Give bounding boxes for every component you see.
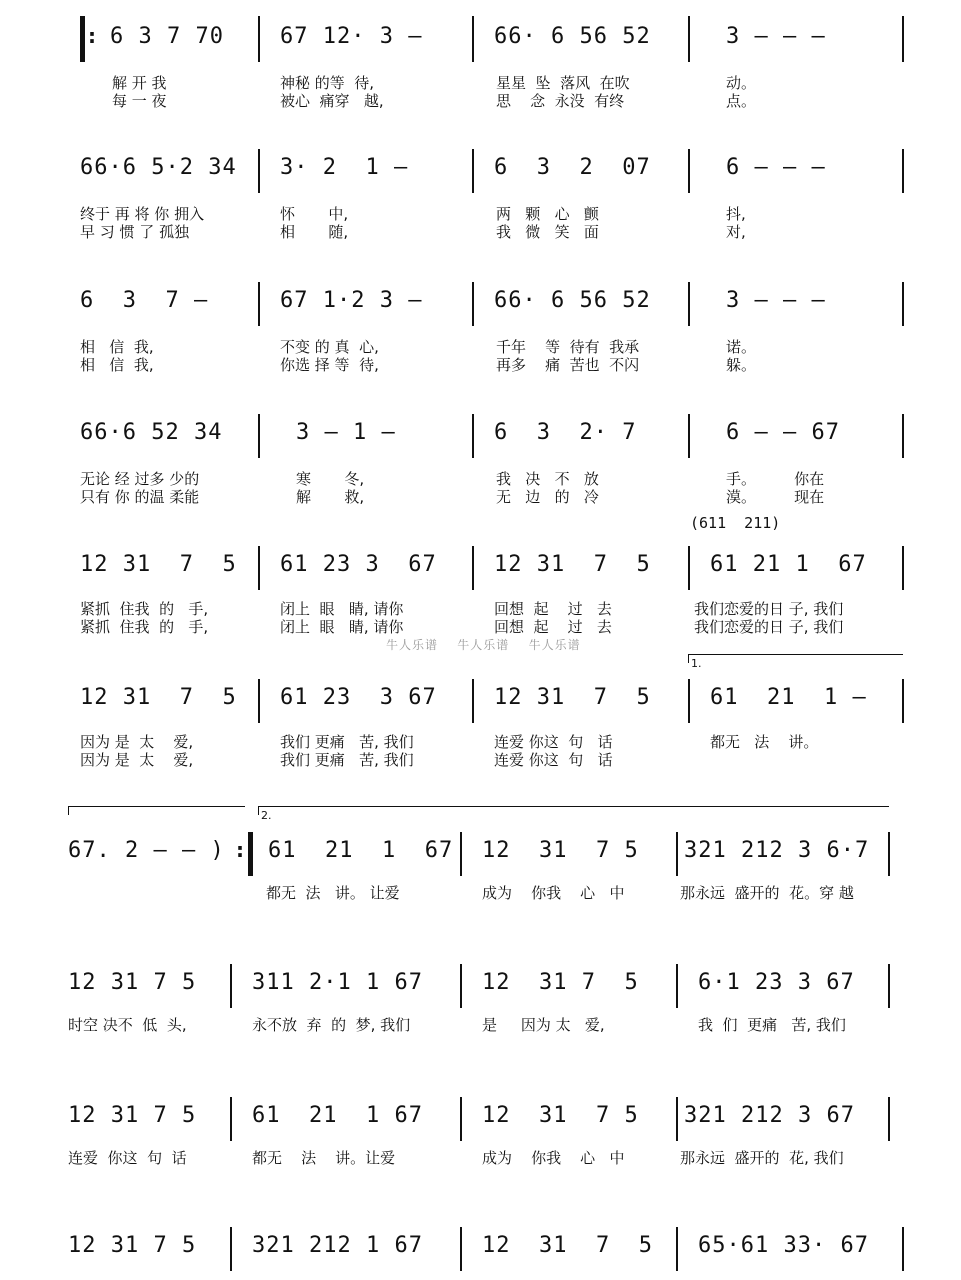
lyric-line-1 xyxy=(280,338,379,356)
lyric: 我们 更痛 苦, 我们 xyxy=(280,751,414,769)
lyric-line-1 xyxy=(482,1149,624,1167)
lyric: 时空 决不 低 头, xyxy=(68,1016,187,1034)
measure-2: 321 212 1 67 xyxy=(252,1233,423,1258)
barline xyxy=(230,1227,232,1271)
measure-4: 6 – – 67 xyxy=(726,420,840,445)
lyric: 那永远 盛开的 花, 我们 xyxy=(680,1149,844,1167)
lyric: 神秘 的等 待, xyxy=(280,74,375,92)
lyric: 都无 法 讲。 让爱 xyxy=(266,884,400,902)
lyric-line-2 xyxy=(80,223,189,241)
lyric: 我们恋爱的日 子, 我们 xyxy=(694,618,844,636)
lyric: 因为 是 太 爱, xyxy=(80,733,194,751)
lyric: 星星 坠 落风 在吹 xyxy=(496,74,630,92)
barline xyxy=(902,16,904,62)
lyric-line-2 xyxy=(496,223,599,241)
barline xyxy=(688,282,690,326)
measure-1: 6 3 7 70 xyxy=(110,24,224,49)
measure-1: 6 3 7 – xyxy=(80,288,209,313)
barline xyxy=(258,149,260,193)
lyric-line-1 xyxy=(296,470,364,488)
lyric: 解 开 我 xyxy=(112,74,167,92)
lyric: 连爱 你这 句 话 xyxy=(68,1149,187,1167)
barline xyxy=(902,546,904,590)
system-2 xyxy=(0,145,961,265)
volta-second-number: 2. xyxy=(261,809,272,822)
measure-4: 3 – – – xyxy=(726,24,826,49)
lyric: 寒 冬, xyxy=(296,470,365,488)
lyric-line-1 xyxy=(694,600,843,618)
lyric-line-1 xyxy=(80,205,204,223)
lyric-line-2 xyxy=(80,356,154,374)
lyric-line-2 xyxy=(80,751,193,769)
lyric-line-2 xyxy=(280,356,379,374)
measure-2: 61 23 3 67 xyxy=(280,685,437,710)
lyric: 漠。 现在 xyxy=(726,488,825,506)
lyric-line-1 xyxy=(80,733,193,751)
system-7 xyxy=(0,828,961,948)
lyric: 无 边 的 冷 xyxy=(496,488,599,506)
intro-notes: (611 211) xyxy=(690,514,781,532)
lyric: 只有 你 的温 柔能 xyxy=(80,488,200,506)
lyric: 躲。 xyxy=(726,356,757,374)
lyric-line-2 xyxy=(496,356,639,374)
lyric-line-1 xyxy=(280,74,374,92)
lyric: 每 一 夜 xyxy=(112,92,167,110)
repeat-start-bar xyxy=(80,16,85,62)
barline xyxy=(902,679,904,723)
lyric: 点。 xyxy=(726,92,757,110)
lyric-line-1 xyxy=(280,600,403,618)
lyric: 无论 经 过多 少的 xyxy=(80,470,200,488)
lyric: 我们恋爱的日 子, 我们 xyxy=(694,600,844,618)
measure-1: 12 31 7 5 xyxy=(80,552,237,577)
barline xyxy=(472,16,474,62)
barline xyxy=(888,1097,890,1141)
lyric-line-2 xyxy=(80,618,208,636)
barline xyxy=(472,546,474,590)
lyric-line-2 xyxy=(280,751,414,769)
lyric: 我 们 更痛 苦, 我们 xyxy=(698,1016,846,1034)
lyric: 相 信 我, xyxy=(80,338,154,356)
lyric-line-1 xyxy=(726,74,756,92)
barline xyxy=(472,679,474,723)
lyric: 是 因为 太 爱, xyxy=(482,1016,605,1034)
lyric-line-2 xyxy=(80,488,199,506)
measure-4: 61 21 1 67 xyxy=(710,552,867,577)
barline xyxy=(460,1227,462,1271)
lyric-line-2 xyxy=(296,488,364,506)
lyric-line-2 xyxy=(694,618,843,636)
barline xyxy=(676,1227,678,1271)
lyric: 手。 你在 xyxy=(726,470,825,488)
lyric: 那永远 盛开的 花。穿 越 xyxy=(680,884,854,902)
lyric-line-1 xyxy=(252,1149,395,1167)
measure-3: 66· 6 56 52 xyxy=(494,288,651,313)
lyric-line-1 xyxy=(680,884,854,902)
lyric: 相 信 我, xyxy=(80,356,154,374)
system-3 xyxy=(0,278,961,398)
barline xyxy=(902,414,904,458)
measure-3: 6 3 2· 7 xyxy=(494,420,637,445)
lyric: 永不放 弃 的 梦, 我们 xyxy=(252,1016,411,1034)
measure-2: 3 – 1 – xyxy=(296,420,396,445)
lyric-line-2 xyxy=(494,751,613,769)
barline xyxy=(472,149,474,193)
lyric-line-1 xyxy=(710,733,818,751)
lyric: 你选 择 等 待, xyxy=(280,356,379,374)
lyric: 我 微 笑 面 xyxy=(496,223,599,241)
lyric-line-1 xyxy=(726,470,824,488)
lyric: 连爱 你这 句 话 xyxy=(494,733,613,751)
lyric: 思 念 永没 有终 xyxy=(496,92,625,110)
lyric: 诺。 xyxy=(726,338,757,356)
watermark xyxy=(386,636,581,653)
lyric-line-1 xyxy=(494,600,612,618)
measure-2: 61 21 1 67 xyxy=(252,1103,423,1128)
lyric: 回想 起 过 去 xyxy=(494,600,612,618)
lyric-line-2 xyxy=(280,92,384,110)
measure-1: 12 31 7 5 xyxy=(68,1233,197,1258)
barline xyxy=(688,679,690,723)
lyric-line-2 xyxy=(726,488,824,506)
lyric-line-1 xyxy=(252,1016,410,1034)
lyric: 相 随, xyxy=(280,223,349,241)
barline xyxy=(460,964,462,1008)
measure-3: 6 3 2 07 xyxy=(494,155,651,180)
system-9 xyxy=(0,1093,961,1213)
lyric: 终于 再 将 你 拥入 xyxy=(80,205,205,223)
lyric-line-1 xyxy=(496,205,599,223)
measure-4: 321 212 3 67 xyxy=(684,1103,855,1128)
lyric-line-2 xyxy=(496,92,624,110)
measure-3: 12 31 7 5 xyxy=(494,685,651,710)
measure-2: 61 21 1 67 xyxy=(268,838,454,863)
measure-3: 12 31 7 5 xyxy=(482,1103,639,1128)
lyric: 对, xyxy=(726,223,746,241)
barline xyxy=(472,414,474,458)
measure-1: 12 31 7 5 xyxy=(68,1103,197,1128)
lyric: 回想 起 过 去 xyxy=(494,618,612,636)
barline xyxy=(676,1097,678,1141)
lyric-line-1 xyxy=(68,1016,187,1034)
lyric: 紧抓 住我 的 手, xyxy=(80,618,209,636)
system-6 xyxy=(0,675,961,795)
measure-3: 12 31 7 5 xyxy=(494,552,651,577)
measure-4: 61 21 1 – xyxy=(710,685,867,710)
lyric-line-1 xyxy=(80,600,208,618)
barline xyxy=(258,16,260,62)
lyric-line-1 xyxy=(68,1149,187,1167)
system-8 xyxy=(0,960,961,1080)
measure-2: 3· 2 1 – xyxy=(280,155,409,180)
lyric: 我们 更痛 苦, 我们 xyxy=(280,733,414,751)
repeat-end-bar xyxy=(248,832,253,876)
lyric: 连爱 你这 句 话 xyxy=(494,751,613,769)
measure-1: 66·6 52 34 xyxy=(80,420,223,445)
barline xyxy=(258,414,260,458)
barline xyxy=(230,964,232,1008)
barline xyxy=(258,282,260,326)
lyric-line-1 xyxy=(726,338,756,356)
lyric-line-2 xyxy=(112,92,167,110)
barline xyxy=(888,964,890,1008)
lyric: 闭上 眼 睛, 请你 xyxy=(280,618,404,636)
lyric: 都无 法 讲。 xyxy=(710,733,819,751)
lyric: 解 救, xyxy=(296,488,365,506)
lyric-line-1 xyxy=(80,470,199,488)
lyric-line-2 xyxy=(494,618,612,636)
measure-3: 12 31 7 5 xyxy=(482,970,639,995)
lyric-line-1 xyxy=(494,733,613,751)
lyric: 成为 你我 心 中 xyxy=(482,1149,625,1167)
lyric-line-1 xyxy=(112,74,167,92)
measure-2: 67 12· 3 – xyxy=(280,24,423,49)
barline xyxy=(460,1097,462,1141)
system-10 xyxy=(0,1225,961,1280)
lyric: 抖, xyxy=(726,205,746,223)
barline xyxy=(688,546,690,590)
watermark-text: 牛人乐谱 xyxy=(457,638,510,652)
barline xyxy=(688,16,690,62)
measure-1: 12 31 7 5 xyxy=(68,970,197,995)
system-4 xyxy=(0,410,961,530)
lyric-line-1 xyxy=(726,205,746,223)
measure-1: 67. 2 – – ) xyxy=(68,838,225,863)
lyric-line-2 xyxy=(280,618,403,636)
measure-1: 12 31 7 5 xyxy=(80,685,237,710)
lyric: 早 习 惯 了 孤独 xyxy=(80,223,190,241)
lyric-line-1 xyxy=(482,1016,605,1034)
barline xyxy=(258,546,260,590)
repeat-dots: : xyxy=(88,24,96,48)
lyric-line-2 xyxy=(726,92,756,110)
lyric-line-2 xyxy=(726,356,756,374)
volta-first-continuation xyxy=(68,806,245,815)
lyric-line-1 xyxy=(680,1149,844,1167)
measure-2: 311 2·1 1 67 xyxy=(252,970,423,995)
barline xyxy=(902,1227,904,1271)
measure-3: 12 31 7 5 xyxy=(482,838,639,863)
barline xyxy=(688,414,690,458)
lyric: 被心 痛穿 越, xyxy=(280,92,384,110)
lyric: 不变 的 真 心, xyxy=(280,338,379,356)
lyric: 千年 等 待有 我承 xyxy=(496,338,640,356)
lyric-line-1 xyxy=(496,338,639,356)
volta-first-number: 1. xyxy=(691,657,702,670)
barline xyxy=(676,964,678,1008)
system-5 xyxy=(0,542,961,662)
lyric-line-1 xyxy=(80,338,154,356)
lyric: 紧抓 住我 的 手, xyxy=(80,600,209,618)
barline xyxy=(676,832,678,876)
measure-1: 66·6 5·2 34 xyxy=(80,155,237,180)
lyric-line-2 xyxy=(726,223,746,241)
barline xyxy=(230,1097,232,1141)
lyric: 再多 痛 苦也 不闪 xyxy=(496,356,640,374)
barline xyxy=(688,149,690,193)
barline xyxy=(902,282,904,326)
lyric: 两 颗 心 颤 xyxy=(496,205,599,223)
measure-4: 6·1 23 3 67 xyxy=(698,970,855,995)
barline xyxy=(902,149,904,193)
lyric-line-1 xyxy=(496,470,599,488)
lyric-line-1 xyxy=(496,74,630,92)
lyric-line-2 xyxy=(280,223,348,241)
lyric: 我 决 不 放 xyxy=(496,470,599,488)
lyric-line-2 xyxy=(496,488,599,506)
lyric: 都无 法 讲。让爱 xyxy=(252,1149,396,1167)
lyric: 怀 中, xyxy=(280,205,349,223)
barline xyxy=(472,282,474,326)
lyric-line-1 xyxy=(280,205,348,223)
barline xyxy=(258,679,260,723)
system-1 xyxy=(0,12,961,132)
lyric: 动。 xyxy=(726,74,757,92)
barline xyxy=(460,832,462,876)
measure-4: 65·61 33· 67 xyxy=(698,1233,869,1258)
measure-3: 66· 6 56 52 xyxy=(494,24,651,49)
measure-4: 6 – – – xyxy=(726,155,826,180)
measure-4: 3 – – – xyxy=(726,288,826,313)
repeat-dots: : xyxy=(236,838,244,862)
measure-2: 67 1·2 3 – xyxy=(280,288,423,313)
lyric-line-1 xyxy=(280,733,414,751)
lyric: 因为 是 太 爱, xyxy=(80,751,194,769)
watermark-text: 牛人乐谱 xyxy=(528,638,581,652)
volta-first-bracket xyxy=(688,654,903,663)
lyric: 闭上 眼 睛, 请你 xyxy=(280,600,404,618)
barline xyxy=(888,832,890,876)
lyric-line-1 xyxy=(482,884,624,902)
measure-3: 12 31 7 5 xyxy=(482,1233,653,1258)
lyric: 成为 你我 心 中 xyxy=(482,884,625,902)
measure-4: 321 212 3 6·7 xyxy=(684,838,870,863)
watermark-text: 牛人乐谱 xyxy=(386,638,439,652)
lyric-line-1 xyxy=(266,884,400,902)
lyric-line-1 xyxy=(698,1016,846,1034)
measure-2: 61 23 3 67 xyxy=(280,552,437,577)
volta-second-bracket xyxy=(258,806,889,815)
